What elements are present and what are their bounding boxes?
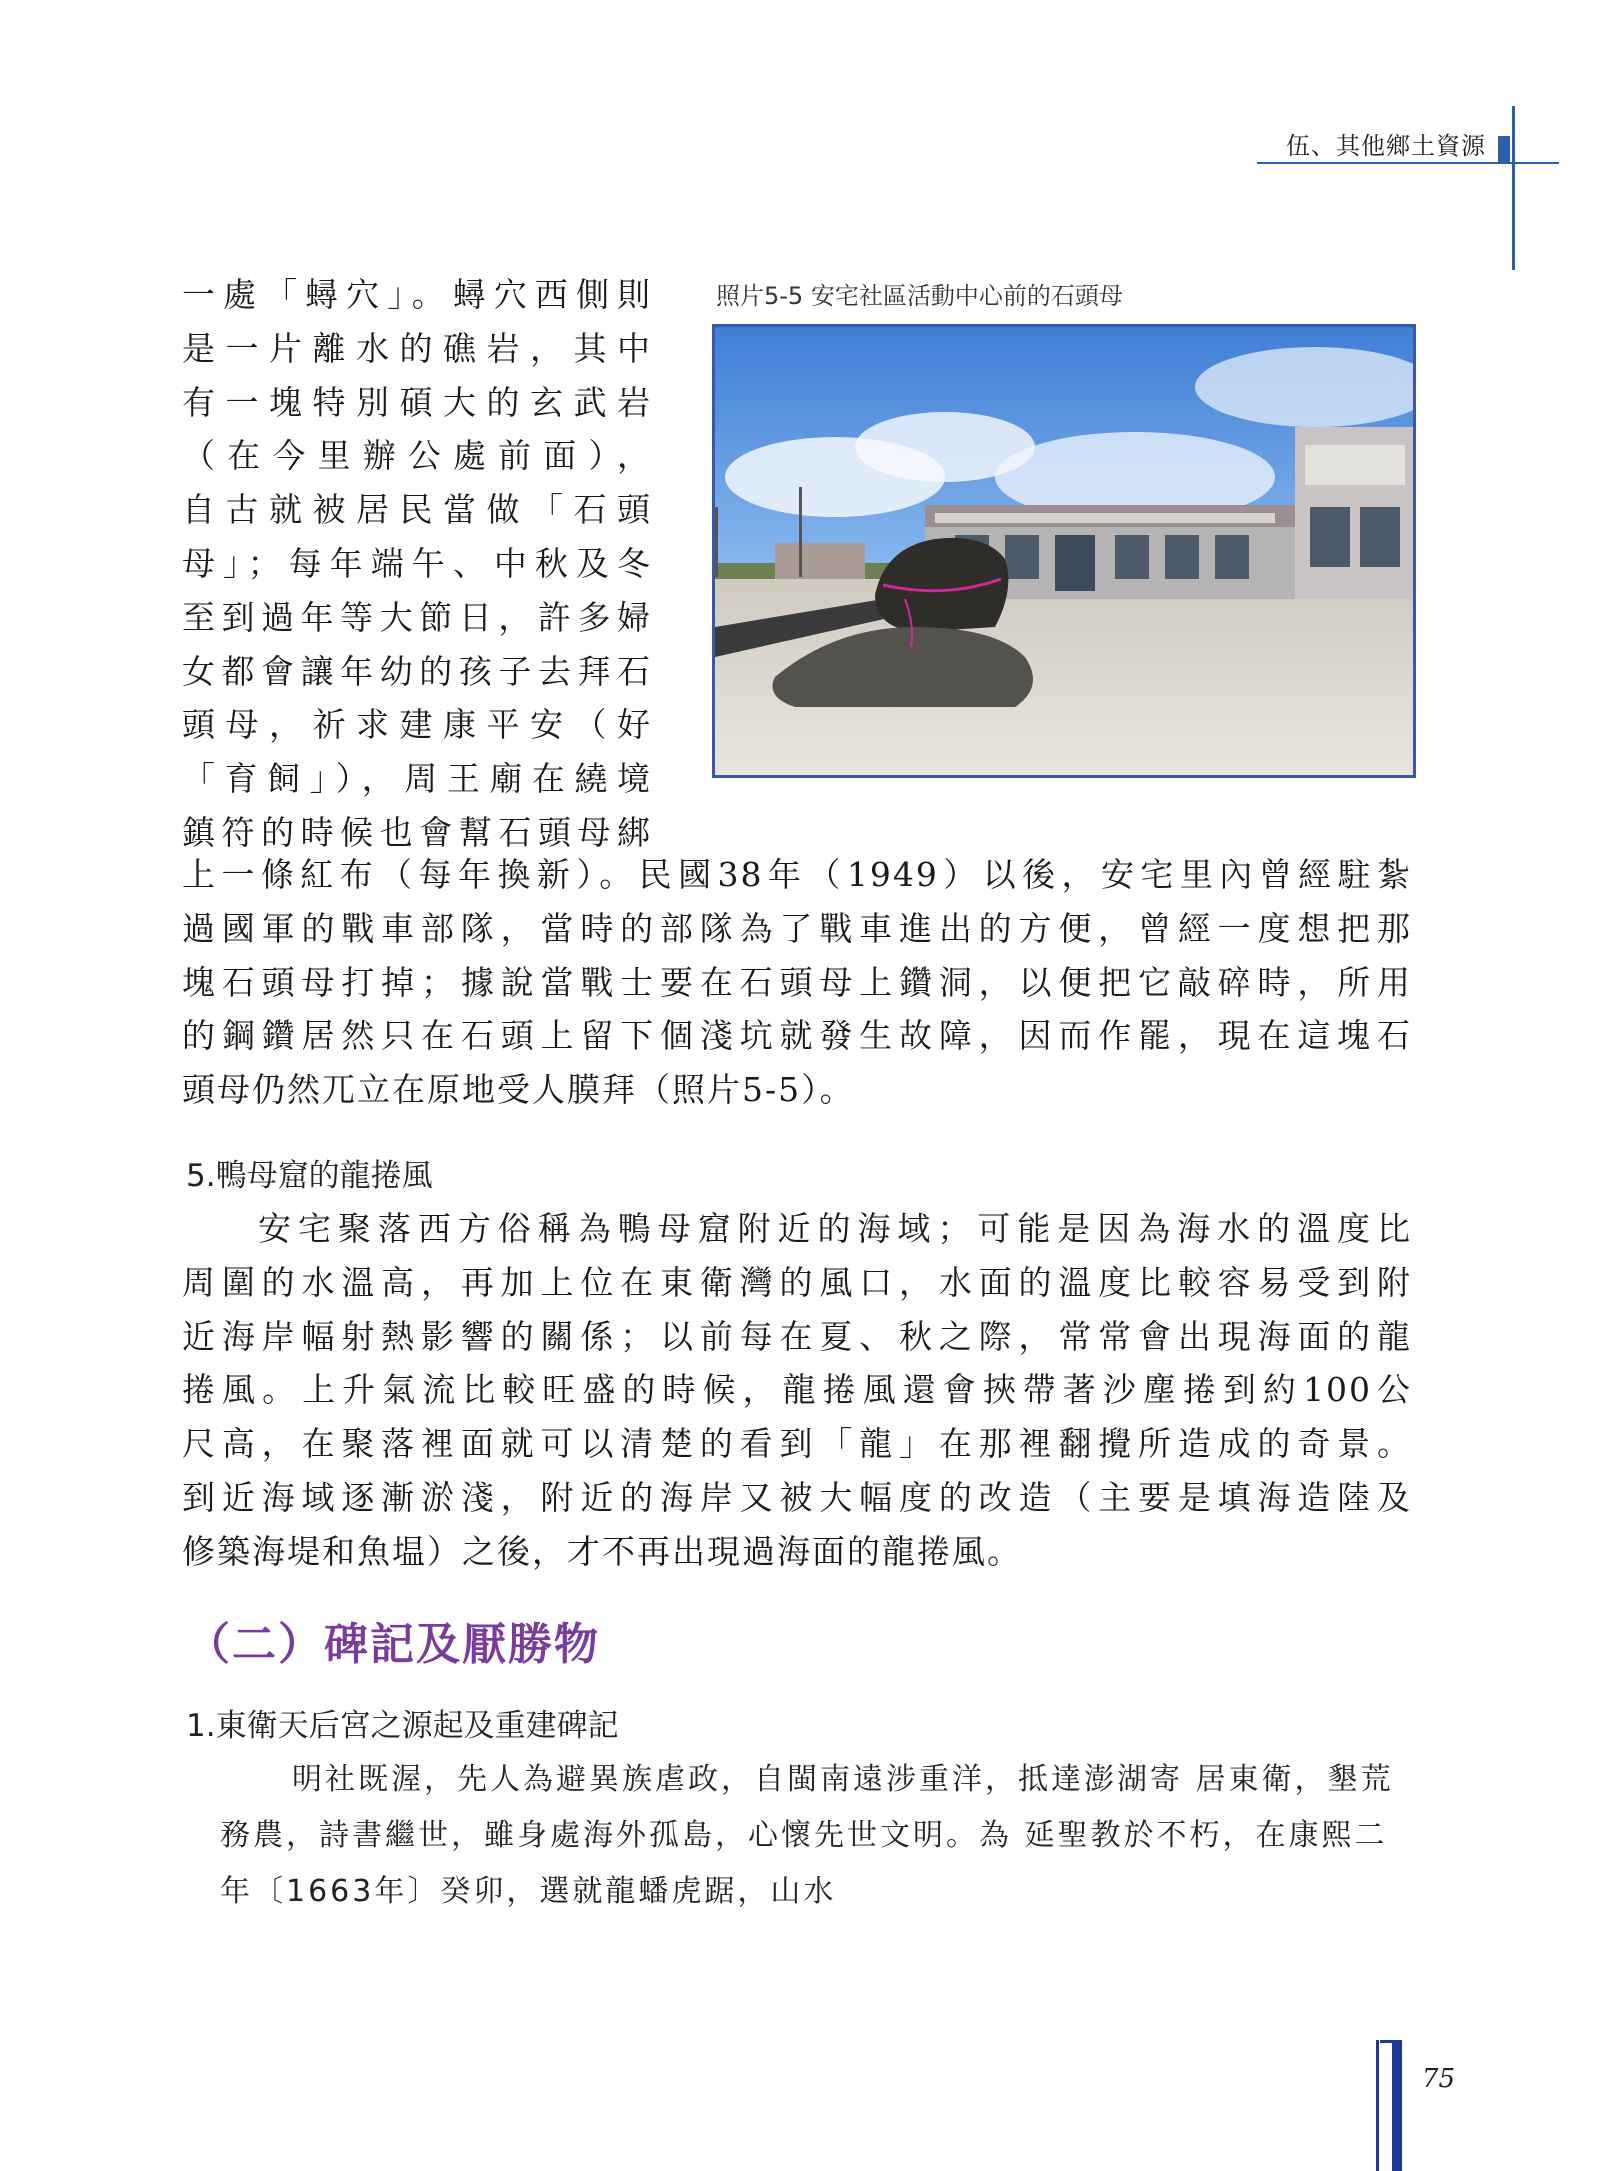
- header-accent-block: [1498, 136, 1510, 162]
- running-header-title: 伍、其他鄉土資源: [1286, 132, 1486, 160]
- text-line: 一處「蟳穴」。蟳穴西側則: [182, 275, 652, 314]
- text-line: 自古就被居民當做「石頭: [182, 490, 652, 530]
- section-heading-steles: （二）碑記及厭勝物: [186, 1619, 600, 1670]
- text-line: 塊石頭母打掉；據說當戰士要在石頭母上鑽洞，以便把它敲碎時，所用: [182, 962, 1412, 1002]
- photo-community-center-stone: [712, 324, 1416, 778]
- text-line: 「育飼」），周王廟在繞境: [182, 759, 652, 799]
- text-line: 頭母，祈求建康平安（好: [182, 705, 652, 745]
- text-line: 延聖教於不朽，在康熙二年〔1663年〕癸卯，選就龍蟠虎踞，山水: [220, 1818, 1388, 1909]
- text-line: 居東衛，墾荒務農，詩書繼世，雖身處海外孤島，心懷先世文明。為: [220, 1762, 1394, 1853]
- footer-thin-rule: [1376, 2040, 1379, 2171]
- photo-illustration: [715, 327, 1413, 775]
- paragraph-duck-cave-tornado: [182, 1202, 1412, 1579]
- paragraph-stele-inscription: [220, 1752, 1410, 1920]
- photo-caption: 照片5-5 安宅社區活動中心前的石頭母: [716, 282, 1123, 310]
- text-line: 安宅聚落西方俗稱為鴨母窟附近的海域；可能是因為海水的溫度比: [258, 1209, 1412, 1248]
- text-line: 修築海堤和魚塭）之後，才不再出現過海面的龍捲風。: [182, 1531, 1022, 1571]
- text-line: 鎮符的時候也會幫石頭母綁: [182, 812, 652, 852]
- footer-accent-bar: [1392, 2040, 1402, 2171]
- text-line: 周圍的水溫高，再加上位在東衛灣的風口，水面的溫度比較容易受到附: [182, 1262, 1412, 1302]
- text-line: 的鋼鑽居然只在石頭上留下個淺坑就發生故障，因而作罷，現在這塊石: [182, 1016, 1412, 1056]
- paragraph-stone-mother-wrapped: [182, 268, 652, 860]
- text-line: 過國軍的戰車部隊，當時的部隊為了戰車進出的方便，曾經一度想把那: [182, 908, 1412, 948]
- paragraph-stone-mother-continued: [182, 848, 1412, 1117]
- text-line: （在今里辦公處前面），: [182, 436, 652, 476]
- text-line: 明社既渥，先人為避異族虐政，自閩南遠涉重洋，抵達澎湖寄: [292, 1762, 1183, 1797]
- text-line: 捲風。上升氣流比較旺盛的時候，龍捲風還會挾帶著沙塵捲到約100公: [182, 1370, 1412, 1410]
- text-line: 至到過年等大節日，許多婦: [182, 597, 652, 637]
- footer-tick: [1380, 2040, 1392, 2043]
- text-line: 頭母仍然兀立在原地受人膜拜（照片5-5）。: [182, 1070, 855, 1110]
- text-line: 是一片離水的礁岩，其中: [182, 328, 652, 368]
- text-line: 有一塊特別碩大的玄武岩: [182, 382, 652, 422]
- header-vertical-rule: [1512, 106, 1515, 270]
- subheading-tianhou-temple-stele: 1.東衛天后宮之源起及重建碑記: [186, 1708, 619, 1744]
- text-line: 到近海域逐漸淤淺，附近的海岸又被大幅度的改造（主要是填海造陸及: [182, 1477, 1412, 1517]
- text-line: 上一條紅布（每年換新）。民國38年（1949）以後，安宅里內曾經駐紮: [182, 855, 1412, 894]
- text-line: 尺高，在聚落裡面就可以清楚的看到「龍」在那裡翻攪所造成的奇景。: [182, 1424, 1412, 1464]
- subheading-duck-cave-tornado: 5.鴨母窟的龍捲風: [186, 1158, 433, 1194]
- text-line: 母」；每年端午、中秋及冬: [182, 543, 652, 583]
- text-line: 近海岸幅射熱影響的關係；以前每在夏、秋之際，常常會出現海面的龍: [182, 1316, 1412, 1356]
- page-number: 75: [1422, 2064, 1456, 2094]
- text-line: 女都會讓年幼的孩子去拜石: [182, 651, 652, 691]
